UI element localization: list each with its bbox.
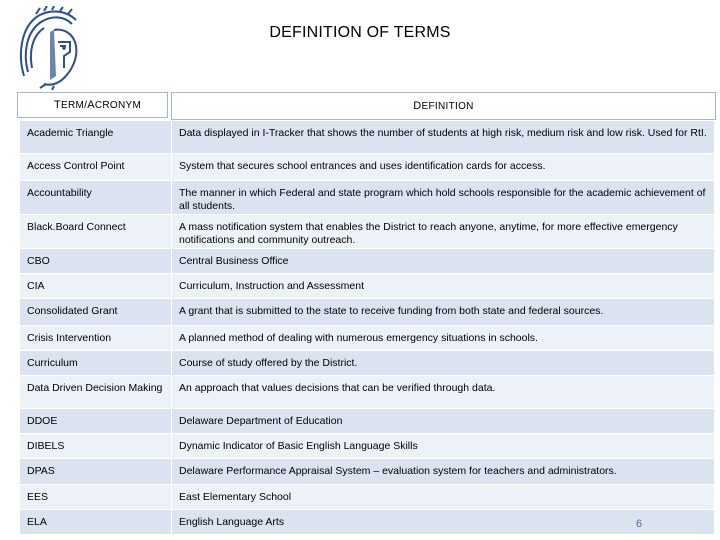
term-cell: DDOE bbox=[20, 409, 172, 434]
table-row bbox=[20, 181, 715, 215]
definition-cell: Course of study offered by the District. bbox=[172, 351, 715, 376]
term-cell: DPAS bbox=[20, 459, 172, 485]
definition-cell: A planned method of dealing with numerous emergency situations in schools. bbox=[172, 326, 715, 351]
column-header-term: T ERM/ A CRONYM bbox=[17, 92, 168, 118]
definition-cell: Delaware Performance Appraisal System – evaluation system for teachers and administrators. bbox=[172, 459, 715, 485]
term-cell: DIBELS bbox=[20, 434, 172, 459]
spartan-helmet-logo-icon bbox=[14, 6, 86, 90]
table-row bbox=[20, 351, 715, 376]
terms-table bbox=[19, 120, 715, 535]
term-cell: CBO bbox=[20, 249, 172, 274]
table-row bbox=[20, 376, 715, 409]
term-cell: Academic Triangle bbox=[20, 121, 172, 154]
term-cell: Data Driven Decision Making bbox=[20, 376, 172, 409]
definition-cell: East Elementary School bbox=[172, 485, 715, 510]
column-header-definition: D EFINITION bbox=[171, 92, 716, 120]
table-row bbox=[20, 121, 715, 154]
term-cell: ELA bbox=[20, 510, 172, 535]
definition-cell: An approach that values decisions that can be verified through data. bbox=[172, 376, 715, 409]
table-row bbox=[20, 154, 715, 181]
definition-cell: Data displayed in I-Tracker that shows the number of students at high risk, medium risk and low risk. Used for RtI. bbox=[172, 121, 715, 154]
definition-cell: A grant that is submitted to the state to receive funding from both state and federal sources. bbox=[172, 299, 715, 326]
term-cell: CIA bbox=[20, 274, 172, 299]
table-row bbox=[20, 434, 715, 459]
definition-cell: Delaware Department of Education bbox=[172, 409, 715, 434]
term-cell: Curriculum bbox=[20, 351, 172, 376]
term-cell: EES bbox=[20, 485, 172, 510]
term-cell: Accountability bbox=[20, 181, 172, 215]
definition-cell: Dynamic Indicator of Basic English Language Skills bbox=[172, 434, 715, 459]
term-cell: Consolidated Grant bbox=[20, 299, 172, 326]
table-row bbox=[20, 299, 715, 326]
table-row bbox=[20, 510, 715, 535]
table-row bbox=[20, 459, 715, 485]
definition-cell: A mass notification system that enables the District to reach anyone, anytime, for more effective emergency notifications and community outreach. bbox=[172, 215, 715, 249]
definition-cell: Curriculum, Instruction and Assessment bbox=[172, 274, 715, 299]
page-number: 6 bbox=[636, 518, 643, 530]
table-row bbox=[20, 249, 715, 274]
term-cell: Black.Board Connect bbox=[20, 215, 172, 249]
table-row bbox=[20, 326, 715, 351]
page-title: DEFINITION OF TERMS bbox=[269, 24, 451, 41]
table-row bbox=[20, 215, 715, 249]
table-row bbox=[20, 274, 715, 299]
term-cell: Access Control Point bbox=[20, 154, 172, 181]
table-row bbox=[20, 485, 715, 510]
definition-cell: System that secures school entrances and uses identification cards for access. bbox=[172, 154, 715, 181]
definition-cell: Central Business Office bbox=[172, 249, 715, 274]
term-cell: Crisis Intervention bbox=[20, 326, 172, 351]
table-row bbox=[20, 409, 715, 434]
definition-cell: English Language Arts bbox=[172, 510, 715, 535]
definition-cell: The manner in which Federal and state program which hold schools responsible for the academic achievement of all students. bbox=[172, 181, 715, 215]
